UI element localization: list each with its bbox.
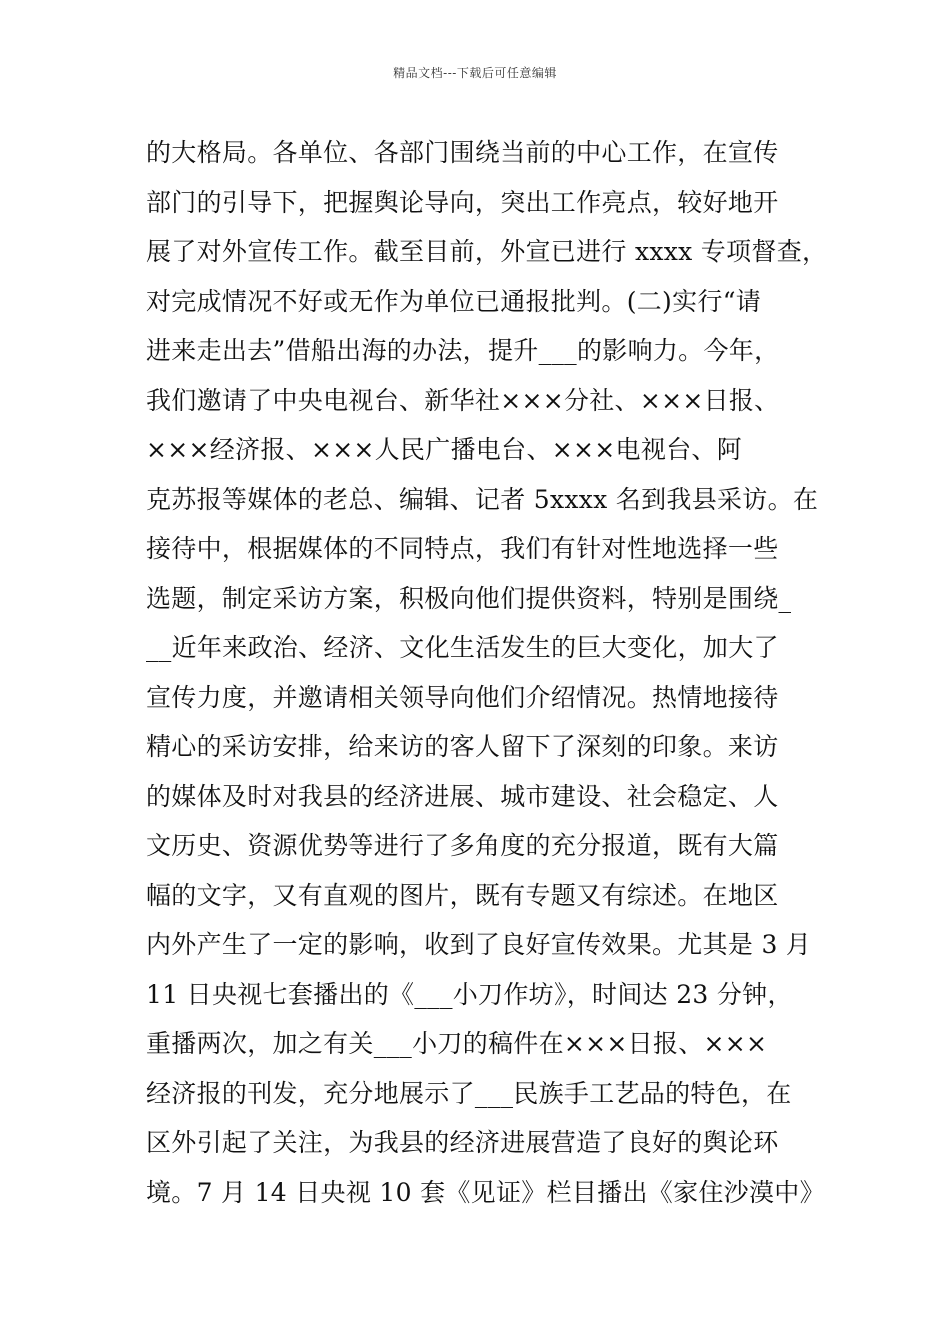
body-line-5: 进来走出去”借船出海的办法，提升___的影响力。今年， (146, 336, 780, 365)
document-body (146, 128, 828, 1217)
body-line-19: 重播两次，加之有关___小刀的稿件在×××日报、××× (146, 1029, 768, 1058)
body-line-6: 我们邀请了中央电视台、新华社×××分社、×××日报、 (146, 385, 780, 415)
body-line-15: 文历史、资源优势等进行了多角度的充分报道，既有大篇 (146, 831, 779, 860)
body-line-12: 宣传力度，并邀请相关领导向他们介绍情况。热情地接待 (146, 682, 779, 712)
page-header: 精品文档---下载后可任意编辑 (393, 66, 557, 80)
body-line-11: __近年来政治、经济、文化生活发生的巨大变化，加大了 (146, 633, 779, 662)
body-line-14: 的媒体及时对我县的经济进展、城市建设、社会稳定、人 (146, 781, 779, 811)
body-line-4: 对完成情况不好或无作为单位已通报批判。(二)实行“请 (146, 286, 762, 316)
body-line-18: 11 日央视七套播出的《___小刀作坊》，时间达 23 分钟， (146, 979, 793, 1009)
body-line-7: ×××经济报、×××人民广播电台、×××电视台、阿 (146, 435, 743, 464)
body-line-8: 克苏报等媒体的老总、编辑、记者 5xxxx 名到我县采访。在 (146, 484, 819, 514)
body-line-10: 选题，制定采访方案，积极向他们提供资料，特别是围绕_ (146, 583, 792, 613)
body-line-2: 部门的引导下，把握舆论导向，突出工作亮点，较好地开 (146, 187, 779, 217)
body-line-16: 幅的文字，又有直观的图片，既有专题又有综述。在地区 (146, 880, 779, 910)
body-line-22: 境。7 月 14 日央视 10 套《见证》栏目播出《家住沙漠中》 (146, 1177, 825, 1207)
body-line-17: 内外产生了一定的影响，收到了良好宣传效果。尤其是 3 月 (146, 930, 812, 959)
body-line-13: 精心的采访安排，给来访的客人留下了深刻的印象。来访 (146, 732, 779, 761)
body-line-20: 经济报的刊发，充分地展示了___民族手工艺品的特色，在 (146, 1078, 792, 1108)
body-line-1: 的大格局。各单位、各部门围绕当前的中心工作，在宣传 (146, 138, 779, 167)
body-line-21: 区外引起了关注，为我县的经济进展营造了良好的舆论环 (146, 1128, 779, 1157)
body-line-3: 展了对外宣传工作。截至目前，外宣已进行 xxxx 专项督查， (146, 237, 828, 266)
body-line-9: 接待中，根据媒体的不同特点，我们有针对性地选择一些 (146, 534, 779, 563)
